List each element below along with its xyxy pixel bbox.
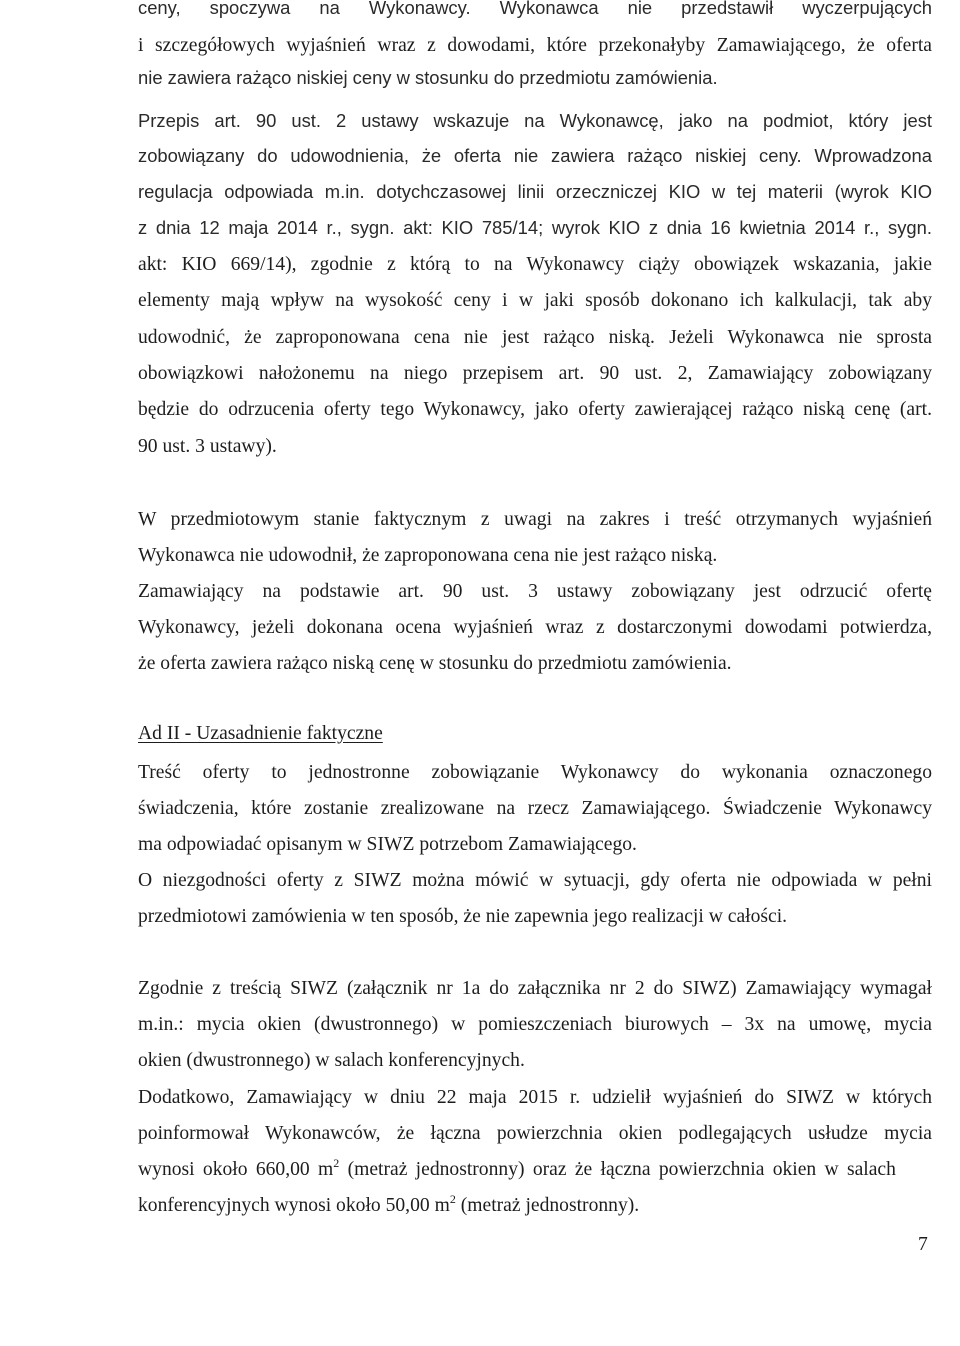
text-line: ceny, spoczywa na Wykonawcy. Wykonawca nie przedstawił wyczerpujących [138,0,932,18]
text-line: akt: KIO 669/14), zgodnie z którą to na Wykonawcy ciąży obowiązek wskazania, jakie [138,254,932,275]
text-segment: (metraż jednostronny) oraz że łączna powierzchnia okien w salach [339,1159,896,1180]
text-line: z dnia 12 maja 2014 r., sygn. akt: KIO 785/14; wyrok KIO z dnia 16 kwietnia 2014 r., sygn. [138,217,932,238]
text-line: 90 ust. 3 ustawy). [138,436,277,457]
text-line [138,1194,932,1218]
text-line: elementy mają wpływ na wysokość ceny i w jaki sposób dokonano ich kalkulacji, tak aby [138,290,932,311]
text-line: udowodnić, że zaproponowana cena nie jest rażąco niską. Jeżeli Wykonawca nie sprosta [138,327,932,348]
text-line: O niezgodności oferty z SIWZ można mówić w sytuacji, gdy oferta nie odpowiada w pełni [138,870,932,891]
text-line: świadczenia, które zostanie zrealizowane na rzecz Zamawiającego. Świadczenie Wykonawcy [138,798,932,819]
text-line: Wykonawcy, jeżeli dokonana ocena wyjaśnień wraz z dostarczonymi dowodami potwierdza, [138,617,932,638]
text-line: Wykonawca nie udowodnił, że zaproponowana cena nie jest rażąco niską. [138,545,718,566]
text-line: Treść oferty to jednostronne zobowiązanie Wykonawcy do wykonania oznaczonego [138,762,932,783]
text-line: W przedmiotowym stanie faktycznym z uwagi na zakres i treść otrzymanych wyjaśnień [138,509,932,530]
superscript: 2 [333,1156,340,1170]
text-line: nie zawiera rażąco niskiej ceny w stosunku do przedmiotu zamówienia. [138,67,718,88]
text-segment: wynosi około 660,00 m [138,1159,334,1180]
page-number: 7 [918,1234,928,1255]
text-line: ma odpowiadać opisanym w SIWZ potrzebom Zamawiającego. [138,834,637,855]
text-line: m.in.: mycia okien (dwustronnego) w pomieszczeniach biurowych – 3x na umowę, mycia [138,1014,932,1035]
superscript: 2 [449,1192,456,1206]
section-heading: Ad II - Uzasadnienie faktyczne [138,723,383,744]
text-segment: (metraż jednostronny). [455,1195,640,1216]
text-line: zobowiązany do udowodnienia, że oferta nie zawiera rażąco niskiej ceny. Wprowadzona [138,145,932,166]
text-line: przedmiotowi zamówienia w ten sposób, że nie zapewnia jego realizacji w całości. [138,906,788,927]
text-line: że oferta zawiera rażąco niską cenę w stosunku do przedmiotu zamówienia. [138,653,732,674]
text-segment: konferencyjnych wynosi około 50,00 m [138,1195,450,1216]
text-line: regulacja odpowiada m.in. dotychczasowej linii orzeczniczej KIO w tej materii (wyrok KIO [138,181,932,202]
text-line: i szczegółowych wyjaśnień wraz z dowodami, które przekonałyby Zamawiającego, że oferta [138,35,932,56]
text-line [138,1158,932,1182]
text-line: poinformował Wykonawców, że łączna powierzchnia okien podlegających usłudze mycia [138,1123,932,1144]
text-line: obowiązkowi nałożonemu na niego przepisem art. 90 ust. 2, Zamawiający zobowiązany [138,363,932,384]
text-line: Dodatkowo, Zamawiający w dniu 22 maja 2015 r. udzielił wyjaśnień do SIWZ w których [138,1087,932,1108]
text-line: będzie do odrzucenia oferty tego Wykonawcy, jako oferty zawierającej rażąco niską cenę (art. [138,399,932,420]
text-line: Zgodnie z treścią SIWZ (załącznik nr 1a do załącznika nr 2 do SIWZ) Zamawiający wymagał [138,978,932,999]
text-line: okien (dwustronnego) w salach konferencyjnych. [138,1050,525,1071]
text-line: Przepis art. 90 ust. 2 ustawy wskazuje na Wykonawcę, jako na podmiot, który jest [138,110,932,131]
text-line: Zamawiający na podstawie art. 90 ust. 3 ustawy zobowiązany jest odrzucić ofertę [138,581,932,602]
